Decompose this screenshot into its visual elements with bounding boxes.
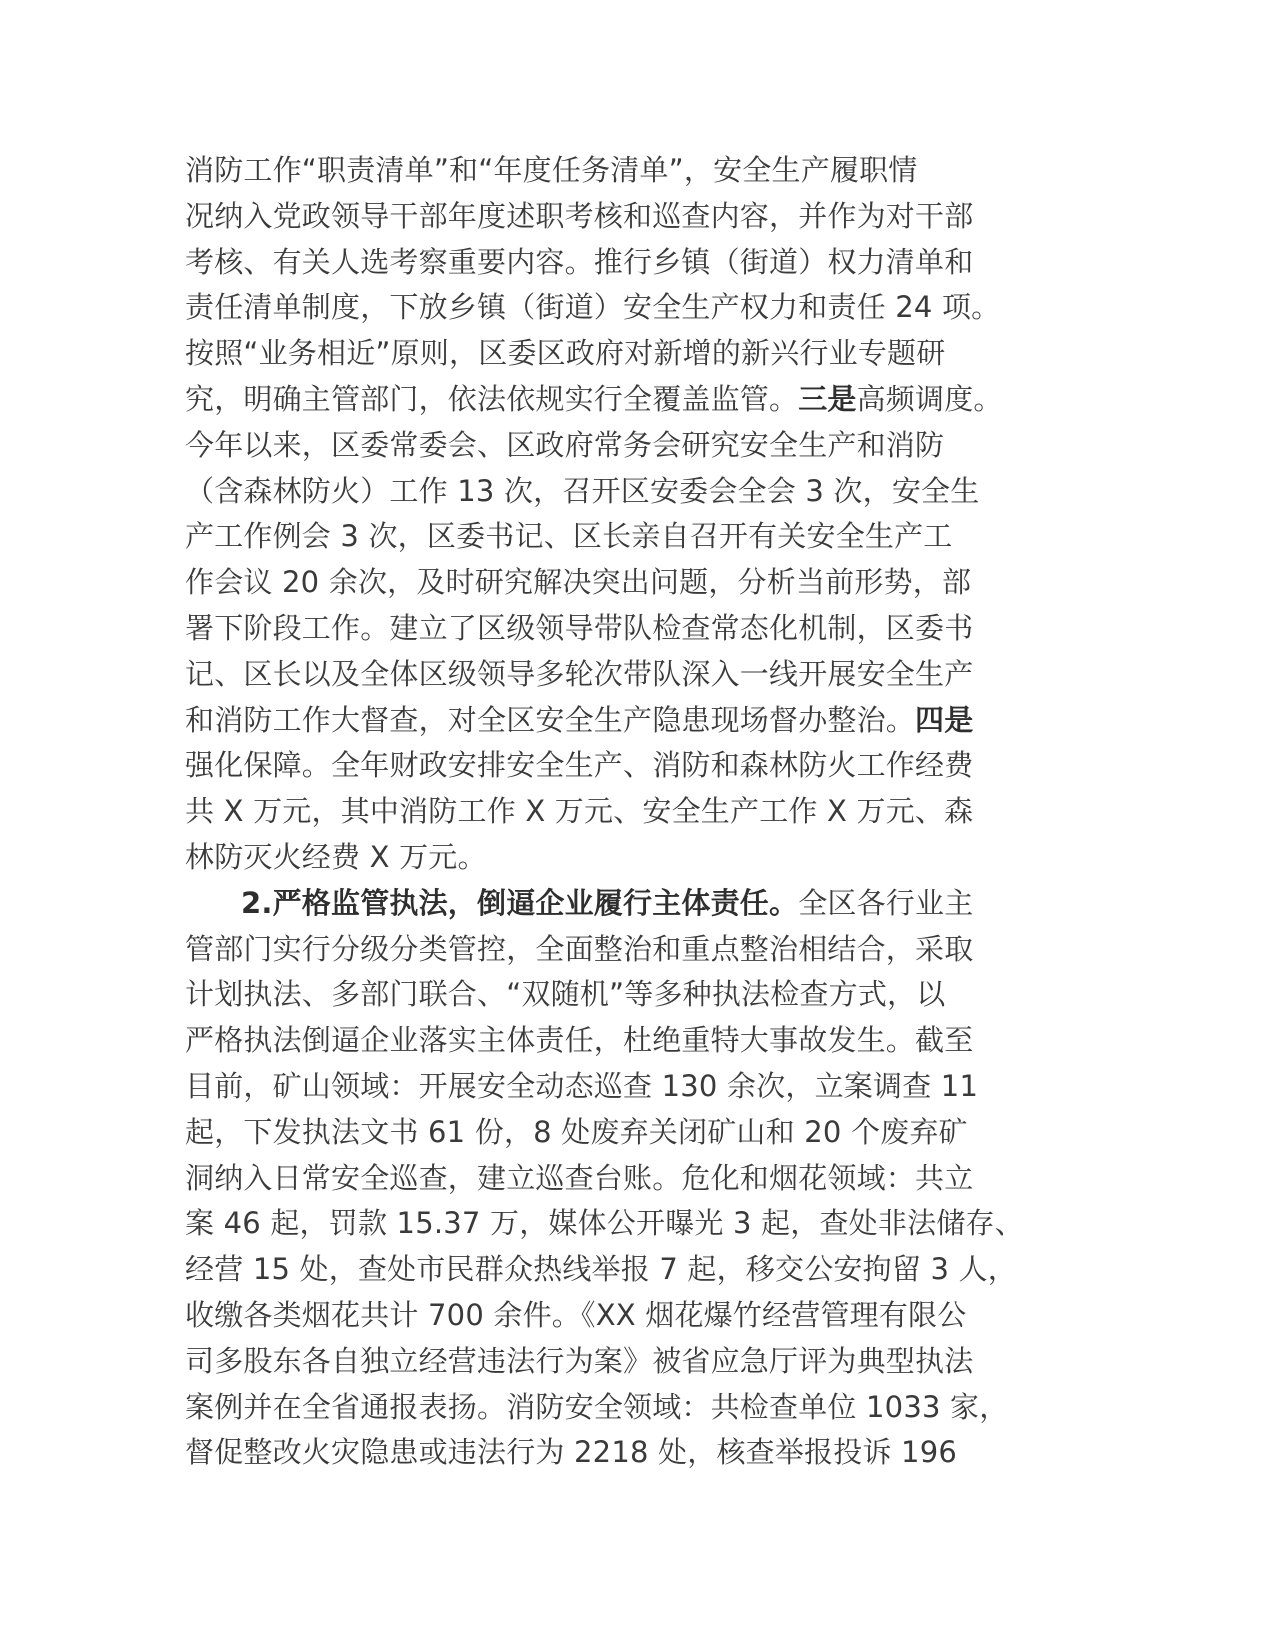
bold-lead-in: 四是 xyxy=(915,702,974,737)
text-line: 案例并在全省通报表扬。消防安全领域：共检查单位 1033 家， xyxy=(185,1389,1009,1424)
text-line: 林防灭火经费 X 万元。 xyxy=(185,839,487,874)
text-line: 司多股东各自独立经营违法行为案》被省应急厅评为典型执法 xyxy=(185,1343,974,1378)
text-line: （含森林防火）工作 13 次，召开区安委会全会 3 次，安全生 xyxy=(185,473,980,508)
text-line: 和消防工作大督查，对全区安全生产隐患现场督办整治。四是 xyxy=(185,702,974,737)
text-line: 严格执法倒逼企业落实主体责任，杜绝重特大事故发生。截至 xyxy=(185,1023,974,1058)
text-line: 计划执法、多部门联合、“双随机”等多种执法检查方式，以 xyxy=(185,977,946,1012)
text-line: 记、区长以及全体区级领导多轮次带队深入一线开展安全生产 xyxy=(185,656,974,691)
text-line: 经营 15 处，查处市民群众热线举报 7 起，移交公安拘留 3 人， xyxy=(185,1252,1017,1287)
text-line: 案 46 起，罚款 15.37 万，媒体公开曝光 3 起，查处非法储存、 xyxy=(185,1206,1024,1241)
text-line: 作会议 20 余次，及时研究解决突出问题，分析当前形势，部 xyxy=(185,565,972,600)
text-line: 起，下发执法文书 61 份，8 处废弃关闭矿山和 20 个废弃矿 xyxy=(185,1114,968,1149)
text-line: 按照“业务相近”原则，区委区政府对新增的新兴行业专题研 xyxy=(185,336,946,371)
text-line: 署下阶段工作。建立了区级领导带队检查常态化机制，区委书 xyxy=(185,610,974,645)
section-heading: 2.严格监管执法，倒逼企业履行主体责任。 xyxy=(241,885,799,920)
text-line: 考核、有关人选考察重要内容。推行乡镇（街道）权力清单和 xyxy=(185,244,974,279)
body-text xyxy=(185,148,1105,1476)
text-line: 督促整改火灾隐患或违法行为 2218 处，核查举报投诉 196 xyxy=(185,1435,958,1470)
text-line: 今年以来，区委常委会、区政府常务会研究安全生产和消防 xyxy=(185,427,945,462)
bold-lead-in: 三是 xyxy=(798,381,857,416)
text-line: 强化保障。全年财政安排安全生产、消防和森林防火工作经费 xyxy=(185,748,974,783)
text-line: 共 X 万元，其中消防工作 X 万元、安全生产工作 X 万元、森 xyxy=(185,794,974,829)
text-line: 消防工作“职责清单”和“年度任务清单”，安全生产履职情 xyxy=(185,153,918,187)
text-line: 目前，矿山领域：开展安全动态巡查 130 余次，立案调查 11 xyxy=(185,1068,979,1103)
text-line: 况纳入党政领导干部年度述职考核和巡查内容，并作为对干部 xyxy=(185,198,974,233)
section-heading-line: 2.严格监管执法，倒逼企业履行主体责任。全区各行业主 xyxy=(241,885,974,920)
text-line: 收缴各类烟花共计 700 余件。《XX 烟花爆竹经营管理有限公 xyxy=(185,1297,967,1332)
text-line: 究，明确主管部门，依法依规实行全覆盖监管。三是高频调度。 xyxy=(185,381,1003,416)
text-line: 洞纳入日常安全巡查，建立巡查台账。危化和烟花领域：共立 xyxy=(185,1160,974,1195)
text-line: 责任清单制度，下放乡镇（街道）安全生产权力和责任 24 项。 xyxy=(185,290,1001,325)
text-line: 管部门实行分级分类管控，全面整治和重点整治相结合，采取 xyxy=(185,931,974,966)
text-line: 产工作例会 3 次，区委书记、区长亲自召开有关安全生产工 xyxy=(185,519,953,554)
